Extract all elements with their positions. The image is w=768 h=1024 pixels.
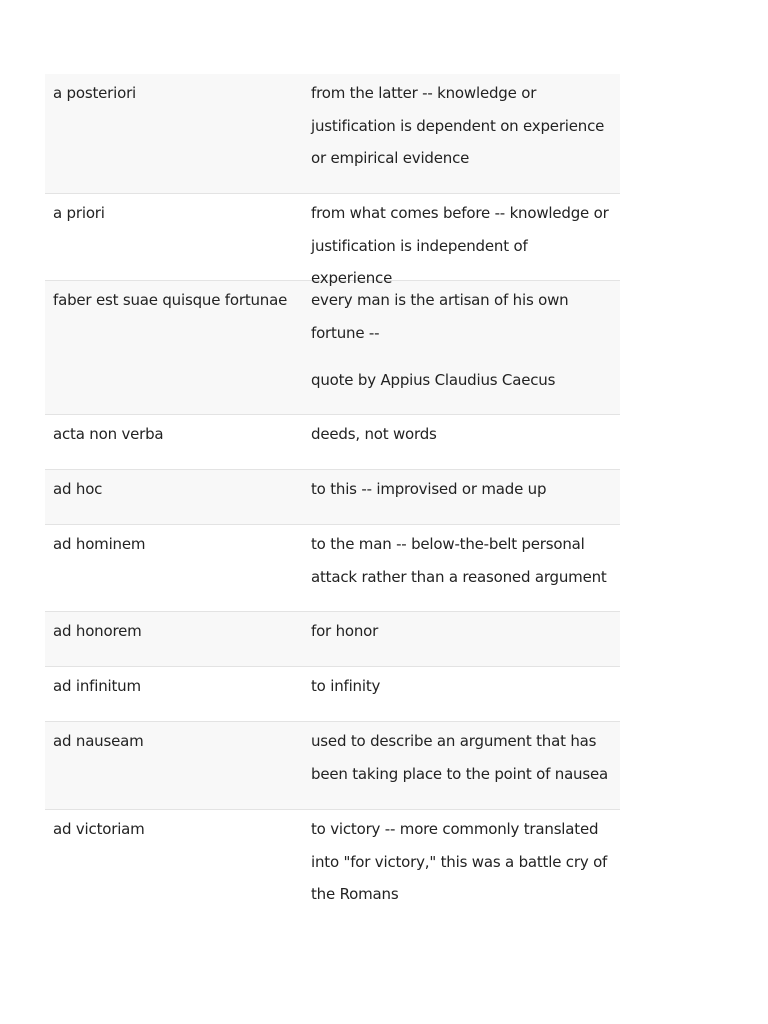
- phrase-meaning: [303, 415, 620, 469]
- table-row: [45, 612, 620, 667]
- table-row: [45, 525, 620, 612]
- phrase-term: faber est suae quisque fortunae: [53, 291, 288, 309]
- phrase-term: acta non verba: [53, 425, 164, 443]
- phrase-term: ad hoc: [53, 480, 103, 498]
- meaning-text: for honor: [311, 622, 379, 640]
- table-row: [45, 415, 620, 470]
- phrase-meaning: [303, 194, 620, 287]
- table-row: [45, 194, 620, 287]
- phrase-term: a priori: [53, 204, 105, 222]
- phrase-meaning: [303, 525, 620, 611]
- meaning-text: to victory -- more commonly translated into "for victory," this was a battle cry of the Romans: [311, 820, 608, 903]
- phrase-meaning: [303, 74, 620, 193]
- table-row: [45, 74, 620, 194]
- meaning-text: from the latter -- knowledge or justification is dependent on experience or empirical evidence: [311, 84, 605, 167]
- phrase-meaning: [303, 810, 620, 930]
- table-row: [45, 470, 620, 525]
- table-row: [45, 281, 620, 415]
- meaning-text: to infinity: [311, 677, 381, 695]
- meaning-text: deeds, not words: [311, 425, 437, 443]
- table-row: [45, 667, 620, 722]
- meaning-text: to this -- improvised or made up: [311, 480, 547, 498]
- meaning-text: to the man -- below-the-belt personal attack rather than a reasoned argument: [311, 535, 607, 586]
- table-row: [45, 722, 620, 810]
- meaning-text: from what comes before -- knowledge or justification is independent of experience: [311, 204, 609, 287]
- phrase-term: ad infinitum: [53, 677, 141, 695]
- phrase-meaning: [303, 612, 620, 666]
- latin-phrases-table: [45, 74, 620, 930]
- phrase-term: ad victoriam: [53, 820, 145, 838]
- phrase-meaning: [303, 667, 620, 721]
- phrase-term: a posteriori: [53, 84, 137, 102]
- phrase-meaning: [303, 470, 620, 524]
- table-row: [45, 810, 620, 930]
- phrase-meaning: [303, 281, 620, 414]
- meaning-note: quote by Appius Claudius Caecus: [311, 371, 556, 389]
- meaning-text: used to describe an argument that has been taking place to the point of nausea: [311, 732, 609, 783]
- phrase-term: ad nauseam: [53, 732, 144, 750]
- phrase-term: ad honorem: [53, 622, 142, 640]
- phrase-term: ad hominem: [53, 535, 146, 553]
- phrase-meaning: [303, 722, 620, 809]
- meaning-text: every man is the artisan of his own fortune --: [311, 291, 569, 342]
